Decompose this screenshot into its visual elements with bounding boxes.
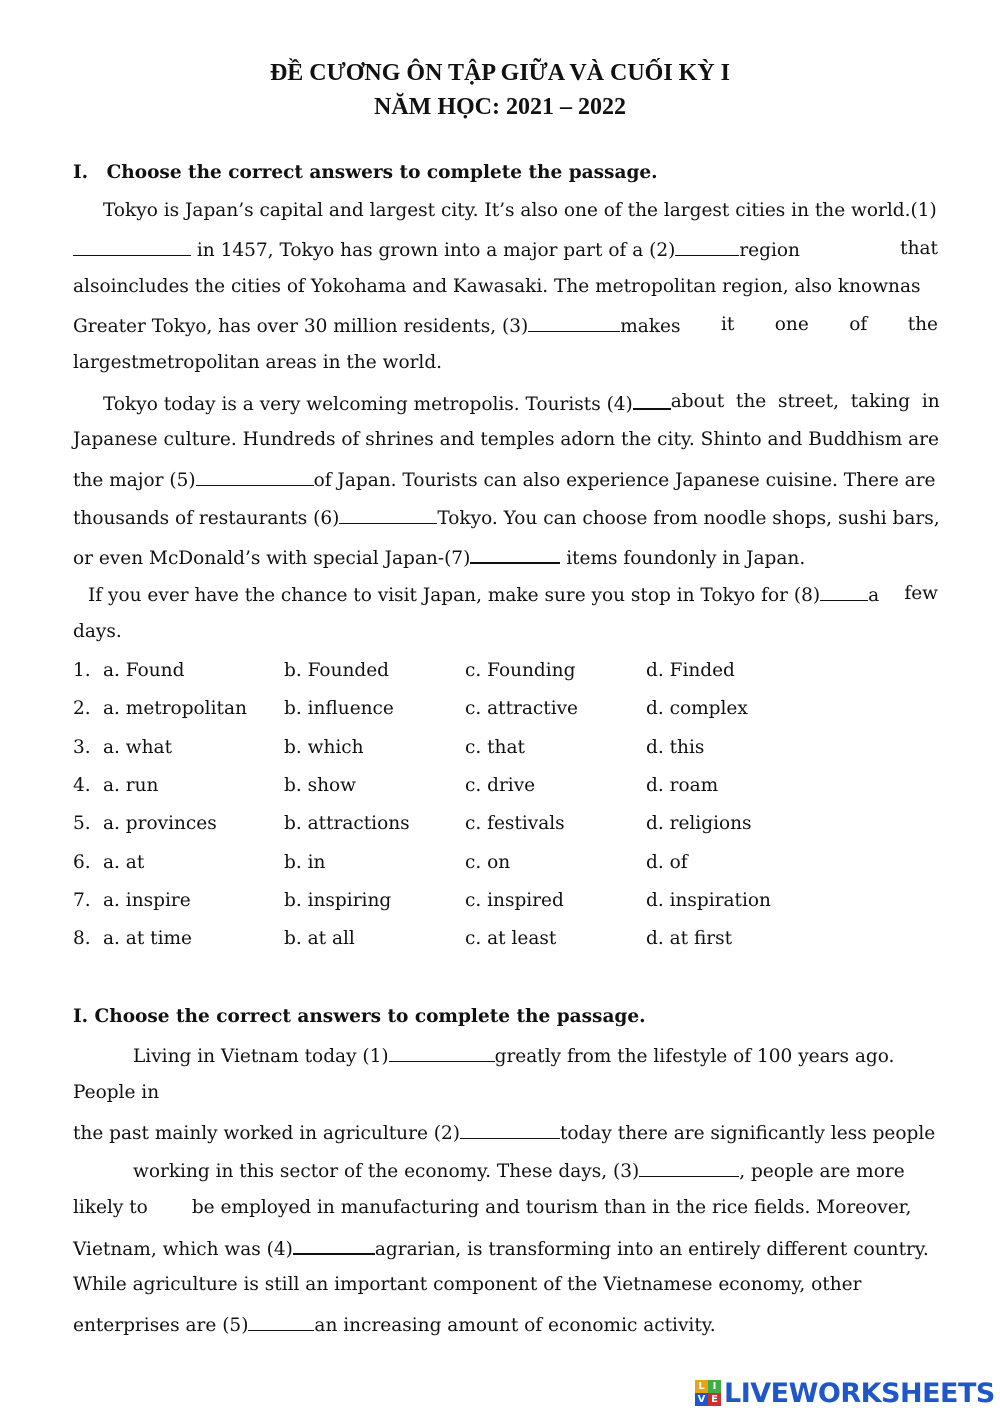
option-c[interactable]: c. inspired xyxy=(465,890,564,911)
passage2-line-1 xyxy=(73,1044,894,1067)
option-a[interactable]: a. metropolitan xyxy=(103,698,247,719)
passage-fragment: Living in Vietnam today (1) xyxy=(133,1046,389,1067)
question-4-options xyxy=(73,775,833,799)
passage1-line-7 xyxy=(73,429,938,450)
passage1-line-1 xyxy=(73,200,938,221)
answer-blank-2-3[interactable] xyxy=(639,1159,739,1177)
section1-heading xyxy=(73,162,658,183)
question-number: 2. xyxy=(73,698,91,719)
option-c[interactable]: c. attractive xyxy=(465,698,579,719)
question-number: 7. xyxy=(73,890,91,911)
question-7-options xyxy=(73,890,833,914)
passage-fragment: region xyxy=(739,240,800,261)
answer-blank-2-1[interactable] xyxy=(389,1044,495,1062)
passage-fragment: Greater Tokyo, has over 30 million residents, (3) xyxy=(73,316,529,337)
passage-fragment: enterprises are (5) xyxy=(73,1315,249,1336)
school-year: NĂM HỌC: 2021 – 2022 xyxy=(374,94,626,120)
option-d[interactable]: d. at first xyxy=(646,928,733,949)
passage-fragment: a xyxy=(868,585,880,606)
passage1-line-2 xyxy=(73,238,938,261)
answer-blank-3[interactable] xyxy=(528,314,620,332)
passage2-line-2: People in xyxy=(73,1082,160,1103)
passage1-line-3 xyxy=(73,276,938,297)
option-d[interactable]: d. of xyxy=(646,852,688,873)
question-5-options xyxy=(73,813,833,837)
passage-fragment: If you ever have the chance to visit Japan, make sure you stop in Tokyo for (8) xyxy=(88,585,821,606)
option-a[interactable]: a. at time xyxy=(103,928,192,949)
question-1-options xyxy=(73,660,833,684)
option-d[interactable]: d. complex xyxy=(646,698,748,719)
answer-blank-4[interactable] xyxy=(633,391,671,410)
answer-blank-6[interactable] xyxy=(339,506,437,524)
option-d[interactable]: d. religions xyxy=(646,813,752,834)
option-b[interactable]: b. attractions xyxy=(284,813,410,834)
question-number: 4. xyxy=(73,775,91,796)
answer-blank-2[interactable] xyxy=(675,238,739,256)
passage-fragment: thousands of restaurants (6) xyxy=(73,508,340,529)
passage1-line-12: days. xyxy=(73,621,122,642)
passage-fragment: that xyxy=(900,238,938,259)
passage1-line-8 xyxy=(73,468,938,491)
option-a[interactable]: a. what xyxy=(103,737,173,758)
option-c[interactable]: c. at least xyxy=(465,928,557,949)
option-c[interactable]: c. festivals xyxy=(465,813,565,834)
passage-fragment: Tokyo today is a very welcoming metropolis. Tourists (4) xyxy=(103,394,633,415)
passage-text: alsoincludes the cities of Yokohama and Kawasaki. The metropolitan region, also knownas xyxy=(73,276,921,297)
document-title: ĐỀ CƯƠNG ÔN TẬP GIỮA VÀ CUỐI KỲ I xyxy=(269,60,731,86)
option-c[interactable]: c. that xyxy=(465,737,525,758)
passage2-line-6 xyxy=(73,1236,929,1260)
question-3-options xyxy=(73,737,833,761)
passage-fragment: an increasing amount of economic activity. xyxy=(314,1315,716,1336)
answer-blank-7[interactable] xyxy=(470,545,560,564)
passage-text xyxy=(73,391,671,415)
passage1-line-4 xyxy=(73,314,938,337)
question-number: 6. xyxy=(73,852,91,873)
passage-fragment: the major (5) xyxy=(73,470,196,491)
section1-heading-text: Choose the correct answers to complete the passage. xyxy=(106,162,658,183)
option-d[interactable]: d. Finded xyxy=(646,660,735,681)
passage2-line-5 xyxy=(73,1197,911,1218)
option-b[interactable]: b. Founded xyxy=(284,660,390,681)
passage1-line-11 xyxy=(73,583,938,606)
passage-text: Japanese culture. Hundreds of shrines and temples adorn the city. Shinto and Buddhism are xyxy=(73,429,939,450)
passage-fragment: be employed in manufacturing and tourism than in the rice fields. Moreover, xyxy=(191,1197,912,1218)
option-c[interactable]: c. drive xyxy=(465,775,536,796)
passage1-line-5: largestmetropolitan areas in the world. xyxy=(73,352,443,373)
passage-fragment: in 1457, Tokyo has grown into a major part of a (2) xyxy=(196,240,676,261)
liveworksheets-text: LIVEWORKSHEETS xyxy=(724,1377,995,1409)
option-a[interactable]: a. provinces xyxy=(103,813,217,834)
passage-fragment: it xyxy=(720,314,735,335)
passage2-line-4 xyxy=(73,1159,905,1182)
passage-fragment: or even McDonald’s with special Japan-(7) xyxy=(73,548,471,569)
question-number: 8. xyxy=(73,928,91,949)
passage-text xyxy=(73,314,681,337)
question-number: 1. xyxy=(73,660,91,681)
answer-blank-5[interactable] xyxy=(196,468,314,486)
passage-fragment: one xyxy=(774,314,809,335)
passage-text xyxy=(73,238,800,261)
passage2-line-7: While agriculture is still an important component of the Vietnamese economy, other xyxy=(73,1274,862,1295)
option-c[interactable]: c. Founding xyxy=(465,660,576,681)
passage1-line-10 xyxy=(73,545,805,569)
passage-fragment: agrarian, is transforming into an entirely different country. xyxy=(374,1239,929,1260)
answer-blank-1[interactable] xyxy=(73,238,191,256)
passage-fragment: of xyxy=(849,314,868,335)
question-number: 5. xyxy=(73,813,91,834)
passage-text xyxy=(73,506,940,529)
option-b[interactable]: b. at all xyxy=(284,928,355,949)
section1-number: I. xyxy=(73,162,89,183)
option-b[interactable]: b. in xyxy=(284,852,326,873)
option-a[interactable]: a. Found xyxy=(103,660,185,681)
passage2-line-8 xyxy=(73,1313,716,1336)
answer-blank-2-4[interactable] xyxy=(293,1236,375,1255)
answer-blank-2-5[interactable] xyxy=(248,1313,314,1331)
passage-fragment: the past mainly worked in agriculture (2) xyxy=(73,1123,460,1144)
answer-blank-8[interactable] xyxy=(820,583,868,601)
question-8-options xyxy=(73,928,833,952)
passage-text xyxy=(73,583,879,606)
question-number: 3. xyxy=(73,737,91,758)
option-a[interactable]: a. run xyxy=(103,775,159,796)
passage-fragment: working in this sector of the economy. These days, (3) xyxy=(133,1161,640,1182)
option-b[interactable]: b. inspiring xyxy=(284,890,392,911)
answer-blank-2-2[interactable] xyxy=(460,1121,560,1139)
option-d[interactable]: d. inspiration xyxy=(646,890,771,911)
passage-text xyxy=(73,468,936,491)
passage-fragment: items foundonly in Japan. xyxy=(566,548,806,569)
passage-fragment: Tokyo. You can choose from noodle shops, sushi bars, xyxy=(437,508,940,529)
option-b[interactable]: b. which xyxy=(284,737,364,758)
passage-text: Tokyo is Japan’s capital and largest city. It’s also one of the largest cities in the world.(1) xyxy=(103,200,937,221)
liveworksheets-logo xyxy=(695,1378,995,1408)
option-d[interactable]: d. roam xyxy=(646,775,719,796)
section2-heading: I. Choose the correct answers to complete the passage. xyxy=(73,1006,646,1027)
passage-fragment: the xyxy=(907,314,938,335)
passage-fragment: about the street, taking in xyxy=(670,391,940,412)
passage-fragment: makes xyxy=(620,316,681,337)
passage-fragment: Vietnam, which was (4) xyxy=(73,1239,293,1260)
option-a[interactable]: a. at xyxy=(103,852,145,873)
option-b[interactable]: b. influence xyxy=(284,698,394,719)
option-a[interactable]: a. inspire xyxy=(103,890,191,911)
passage2-line-3 xyxy=(73,1121,935,1144)
passage-fragment: likely to xyxy=(73,1197,148,1218)
option-d[interactable]: d. this xyxy=(646,737,705,758)
passage1-line-9 xyxy=(73,506,938,529)
passage-fragment: few xyxy=(904,583,938,604)
question-2-options xyxy=(73,698,833,722)
passage-fragment: of Japan. Tourists can also experience Japanese cuisine. There are xyxy=(313,470,936,491)
option-b[interactable]: b. show xyxy=(284,775,356,796)
liveworksheets-mark-icon: L I V E xyxy=(695,1380,721,1406)
passage-fragment: greatly from the lifestyle of 100 years ago. xyxy=(494,1046,895,1067)
passage1-line-6 xyxy=(73,391,938,415)
passage-fragment: today there are significantly less people xyxy=(559,1123,936,1144)
option-c[interactable]: c. on xyxy=(465,852,511,873)
passage-fragment: , people are more xyxy=(739,1161,905,1182)
question-6-options xyxy=(73,852,833,876)
